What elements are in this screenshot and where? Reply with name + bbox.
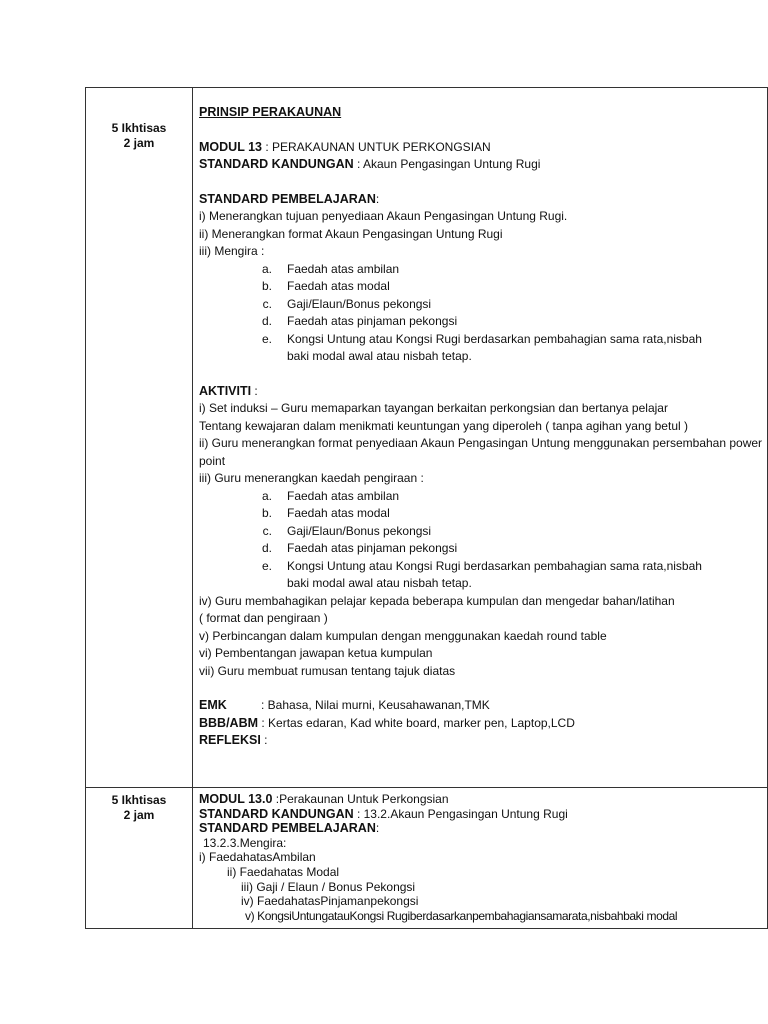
modul-line xyxy=(199,139,767,157)
emk-line xyxy=(199,697,767,715)
sp-label: STANDARD PEMBELAJARAN xyxy=(199,821,376,836)
list-item: v) KongsiUntungatauKongsi Rugiberdasarkanpembahagiansamarata,nisbahbaki modal xyxy=(245,908,678,923)
sp-sub-item: c. Gaji/Elaun/Bonus pekongsi xyxy=(262,296,432,311)
lesson-row-2 xyxy=(86,788,768,929)
sk-line xyxy=(199,156,767,174)
sp-item: i) Menerangkan tujuan penyediaan Akaun Pengasingan Untung Rugi. xyxy=(199,209,568,223)
aktiviti-line: iv) Guru membahagikan pelajar kepada beberapa kumpulan dan mengedar bahan/latihan xyxy=(199,593,675,608)
sk-value: : Akaun Pengasingan Untung Rugi xyxy=(353,157,541,171)
modul-value: :Perakaunan Untuk Perkongsian xyxy=(272,792,449,806)
sp-colon: : xyxy=(375,821,380,836)
sp-label: STANDARD PEMBELAJARAN xyxy=(199,191,376,206)
day-line-1: 5 Ikhtisas xyxy=(111,121,167,135)
bbb-line xyxy=(199,715,767,733)
day-label xyxy=(86,88,192,151)
aktiviti-sub-item: a. Faedah atas ambilan xyxy=(261,488,400,503)
modul-value: : PERAKAUNAN UNTUK PERKONGSIAN xyxy=(261,139,491,154)
day-label xyxy=(86,788,192,823)
day-line-2: 2 jam xyxy=(123,808,155,822)
modul-label: MODUL 13 xyxy=(199,139,262,154)
bbb-value: : Kertas edaran, Kad white board, marker pen, Laptop,LCD xyxy=(258,715,575,730)
lesson-row-1 xyxy=(86,88,768,788)
emk-value: : Bahasa, Nilai murni, Keusahawanan,TMK xyxy=(261,698,490,712)
list-item: iii) Gaji / Elaun / Bonus Pekongsi xyxy=(241,879,416,894)
aktiviti-heading xyxy=(199,383,767,401)
aktiviti-sub-item: b. Faedah atas modal xyxy=(261,506,390,520)
sp-item: iii) Mengira : xyxy=(199,244,265,258)
modul-line xyxy=(199,792,767,807)
mengira-line: 13.2.3.Mengira: xyxy=(203,835,287,850)
aktiviti-sub-item: d. Faedah atas pinjaman pekongsi xyxy=(261,541,458,555)
aktiviti-line: iii) Guru menerangkan kaedah pengiraan : xyxy=(199,471,424,485)
day-line-2: 2 jam xyxy=(123,136,155,150)
aktiviti-sub-item: c. Gaji/Elaun/Bonus pekongsi xyxy=(262,523,432,538)
day-line-1: 5 Ikhtisas xyxy=(111,793,167,807)
subject-title: PRINSIP PERAKAUNAN xyxy=(199,105,342,119)
emk-label: EMK xyxy=(199,698,227,712)
aktiviti-line: i) Set induksi – Guru memaparkan tayangan berkaitan perkongsian dan bertanya pelajar xyxy=(199,401,668,415)
aktiviti-line: vii) Guru membuat rumusan tentang tajuk diatas xyxy=(199,663,456,678)
list-item: i) FaedahatasAmbilan xyxy=(199,850,316,865)
sp-sub-item: d. Faedah atas pinjaman pekongsi xyxy=(261,314,458,328)
content-cell xyxy=(193,788,768,929)
sp-heading xyxy=(199,821,767,836)
aktiviti-colon: : xyxy=(251,383,258,398)
aktiviti-line: vi) Pembentangan jawapan ketua kumpulan xyxy=(199,646,433,660)
day-cell xyxy=(86,788,193,929)
aktiviti-label: AKTIVITI xyxy=(199,383,252,398)
sp-heading xyxy=(199,191,767,209)
refleksi-label: REFLEKSI xyxy=(199,733,261,747)
sp-colon: : xyxy=(375,191,380,206)
bbb-label: BBB/ABM xyxy=(199,715,259,730)
content-cell xyxy=(193,88,768,788)
aktiviti-line: v) Perbincangan dalam kumpulan dengan menggunakan kaedah round table xyxy=(199,628,607,643)
sp-sub-item: e. Kongsi Untung atau Kongsi Rugi berdasarkan pembahagian sama rata,nisbah baki modal awal atau nisbah tetap. xyxy=(261,331,702,363)
sk-label: STANDARD KANDUNGAN xyxy=(199,806,354,821)
refleksi-value: : xyxy=(260,733,268,747)
sk-value: : 13.2.Akaun Pengasingan Untung Rugi xyxy=(353,806,568,821)
modul-label: MODUL 13.0 xyxy=(199,792,273,806)
aktiviti-sub-item: e. Kongsi Untung atau Kongsi Rugi berdasarkan pembahagian sama rata,nisbah baki modal awal atau nisbah tetap. xyxy=(261,558,702,590)
day-cell xyxy=(86,88,193,788)
refleksi-line xyxy=(199,732,767,750)
aktiviti-line: Tentang kewajaran dalam menikmati keuntungan yang diperoleh ( tanpa agihan yang betul ) xyxy=(199,418,688,433)
list-item: iv) FaedahatasPinjamanpekongsi xyxy=(241,894,419,909)
list-item: ii) Faedahatas Modal xyxy=(227,864,340,879)
sp-sub-item: b. Faedah atas modal xyxy=(261,279,390,293)
sp-item: ii) Menerangkan format Akaun Pengasingan Untung Rugi xyxy=(199,226,503,241)
sp-sub-item: a. Faedah atas ambilan xyxy=(261,261,400,276)
lesson-plan-table xyxy=(85,87,768,929)
sk-label: STANDARD KANDUNGAN xyxy=(199,157,354,171)
aktiviti-line: ( format dan pengiraan ) xyxy=(199,611,328,625)
aktiviti-line: ii) Guru menerangkan format penyediaan Akaun Pengasingan Untung menggunakan persembahan power point xyxy=(199,436,763,468)
sk-line xyxy=(199,807,767,822)
